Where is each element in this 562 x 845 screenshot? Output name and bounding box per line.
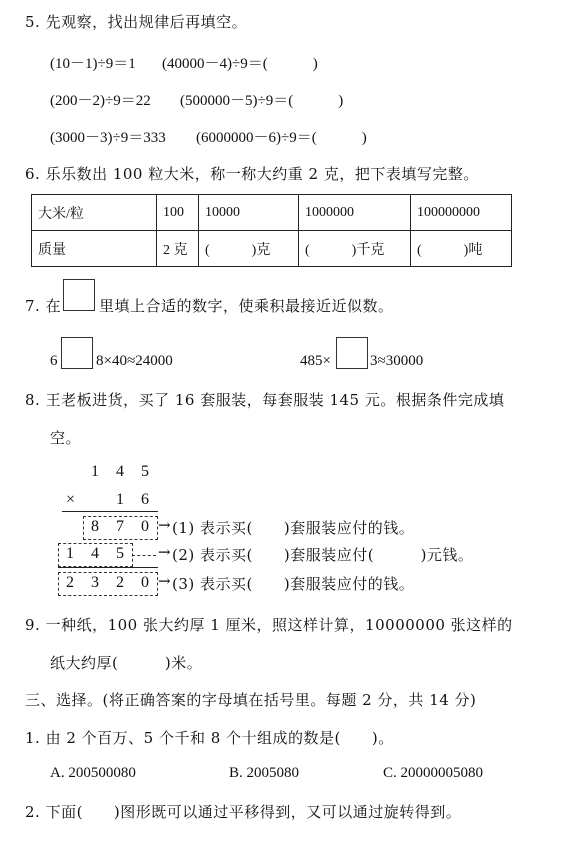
mult-top-digit: 5 (141, 463, 149, 480)
partial-digit: 4 (91, 545, 99, 562)
table-cell: 2 克 (157, 231, 199, 267)
q7-expr2-a: 485× (300, 353, 331, 369)
answer-cell[interactable]: ( )千克 (299, 231, 411, 267)
mult-sign: × (66, 491, 76, 508)
q5-row2-right[interactable]: (500000－5)÷9＝( ) (180, 93, 344, 109)
q5-title: 5. 先观察，找出规律后再填空。 (25, 13, 248, 31)
section-3-title: 三、选择。(将正确答案的字母填在括号里。每题 2 分，共 14 分) (25, 691, 477, 709)
product-digit: 2 (66, 574, 74, 591)
partial-digit: 7 (116, 518, 124, 535)
partial-digit: 5 (116, 545, 124, 562)
mult-top-digit: 4 (116, 463, 124, 480)
arrow-1: → (158, 516, 171, 534)
q5-row1-left: (10－1)÷9＝1 (50, 56, 136, 72)
partial-digit: 1 (66, 545, 74, 562)
partial-digit: 0 (141, 518, 149, 535)
q8-label-1[interactable]: (1) 表示买( )套服装应付的钱。 (172, 519, 415, 537)
answer-cell[interactable]: ( )克 (199, 231, 299, 267)
mult-bottom-digit: 1 (116, 491, 124, 508)
q7-title-pre: 7. 在 (25, 297, 62, 315)
q5-row1-right[interactable]: (40000－4)÷9＝( ) (162, 56, 318, 72)
q8-line1: 8. 王老板进货，买了 16 套服装，每套服装 145 元。根据条件完成填 (25, 391, 505, 409)
product-digit: 3 (91, 574, 99, 591)
table-cell: 100 (157, 195, 199, 231)
q7-title-box (63, 279, 95, 311)
q5-row3-right[interactable]: (6000000－6)÷9＝( ) (196, 130, 367, 146)
q7-expr1-b: 8×40≈24000 (96, 353, 173, 369)
q8-label-2[interactable]: (2) 表示买( )套服装应付( )元钱。 (172, 546, 474, 564)
sum-line (58, 567, 158, 568)
q5-row3-left: (3000－3)÷9＝333 (50, 130, 166, 146)
q9-line1: 9. 一种纸，100 张大约厚 1 厘米，照这样计算，10000000 张这样的 (25, 616, 513, 634)
q7-expr1-box[interactable] (61, 337, 93, 369)
partial-digit: 8 (91, 518, 99, 535)
choice-2-question[interactable]: 2. 下面( )图形既可以通过平移得到，又可以通过旋转得到。 (25, 803, 462, 821)
arrow-3: → (158, 572, 171, 590)
arrow-2: → (158, 543, 171, 561)
q8-line2: 空。 (50, 429, 82, 447)
product-digit: 0 (141, 574, 149, 591)
rice-mass-table (31, 194, 512, 267)
table-cell: 1000000 (299, 195, 411, 231)
table-cell: 大米/粒 (32, 195, 157, 231)
q7-title-post: 里填上合适的数字，使乘积最接近近似数。 (99, 297, 394, 315)
q5-row2-left: (200－2)÷9＝22 (50, 93, 151, 109)
answer-cell[interactable]: ( )吨 (411, 231, 512, 267)
q7-expr1-a: 6 (50, 353, 58, 369)
q7-expr2-box[interactable] (336, 337, 368, 369)
choice-1-question[interactable]: 1. 由 2 个百万、5 个千和 8 个十组成的数是( )。 (25, 729, 394, 747)
table-cell: 100000000 (411, 195, 512, 231)
mult-top-digit: 1 (91, 463, 99, 480)
q7-expr2-b: 3≈30000 (370, 353, 424, 369)
mult-bottom-digit: 6 (141, 491, 149, 508)
product-digit: 2 (116, 574, 124, 591)
q8-label-3[interactable]: (3) 表示买( )套服装应付的钱。 (172, 575, 415, 593)
choice-1-option-b[interactable]: B. 2005080 (229, 765, 300, 781)
q9-line2[interactable]: 纸大约厚( )米。 (50, 654, 203, 672)
q6-title: 6. 乐乐数出 100 粒大米，称一称大约重 2 克，把下表填写完整。 (25, 165, 479, 183)
choice-1-option-c[interactable]: C. 20000005080 (383, 765, 484, 781)
table-row (32, 195, 512, 231)
connector-line (132, 555, 156, 556)
table-cell: 10000 (199, 195, 299, 231)
mult-line (62, 511, 158, 512)
table-row (32, 231, 512, 267)
choice-1-option-a[interactable]: A. 200500080 (50, 765, 136, 781)
table-cell: 质量 (32, 231, 157, 267)
